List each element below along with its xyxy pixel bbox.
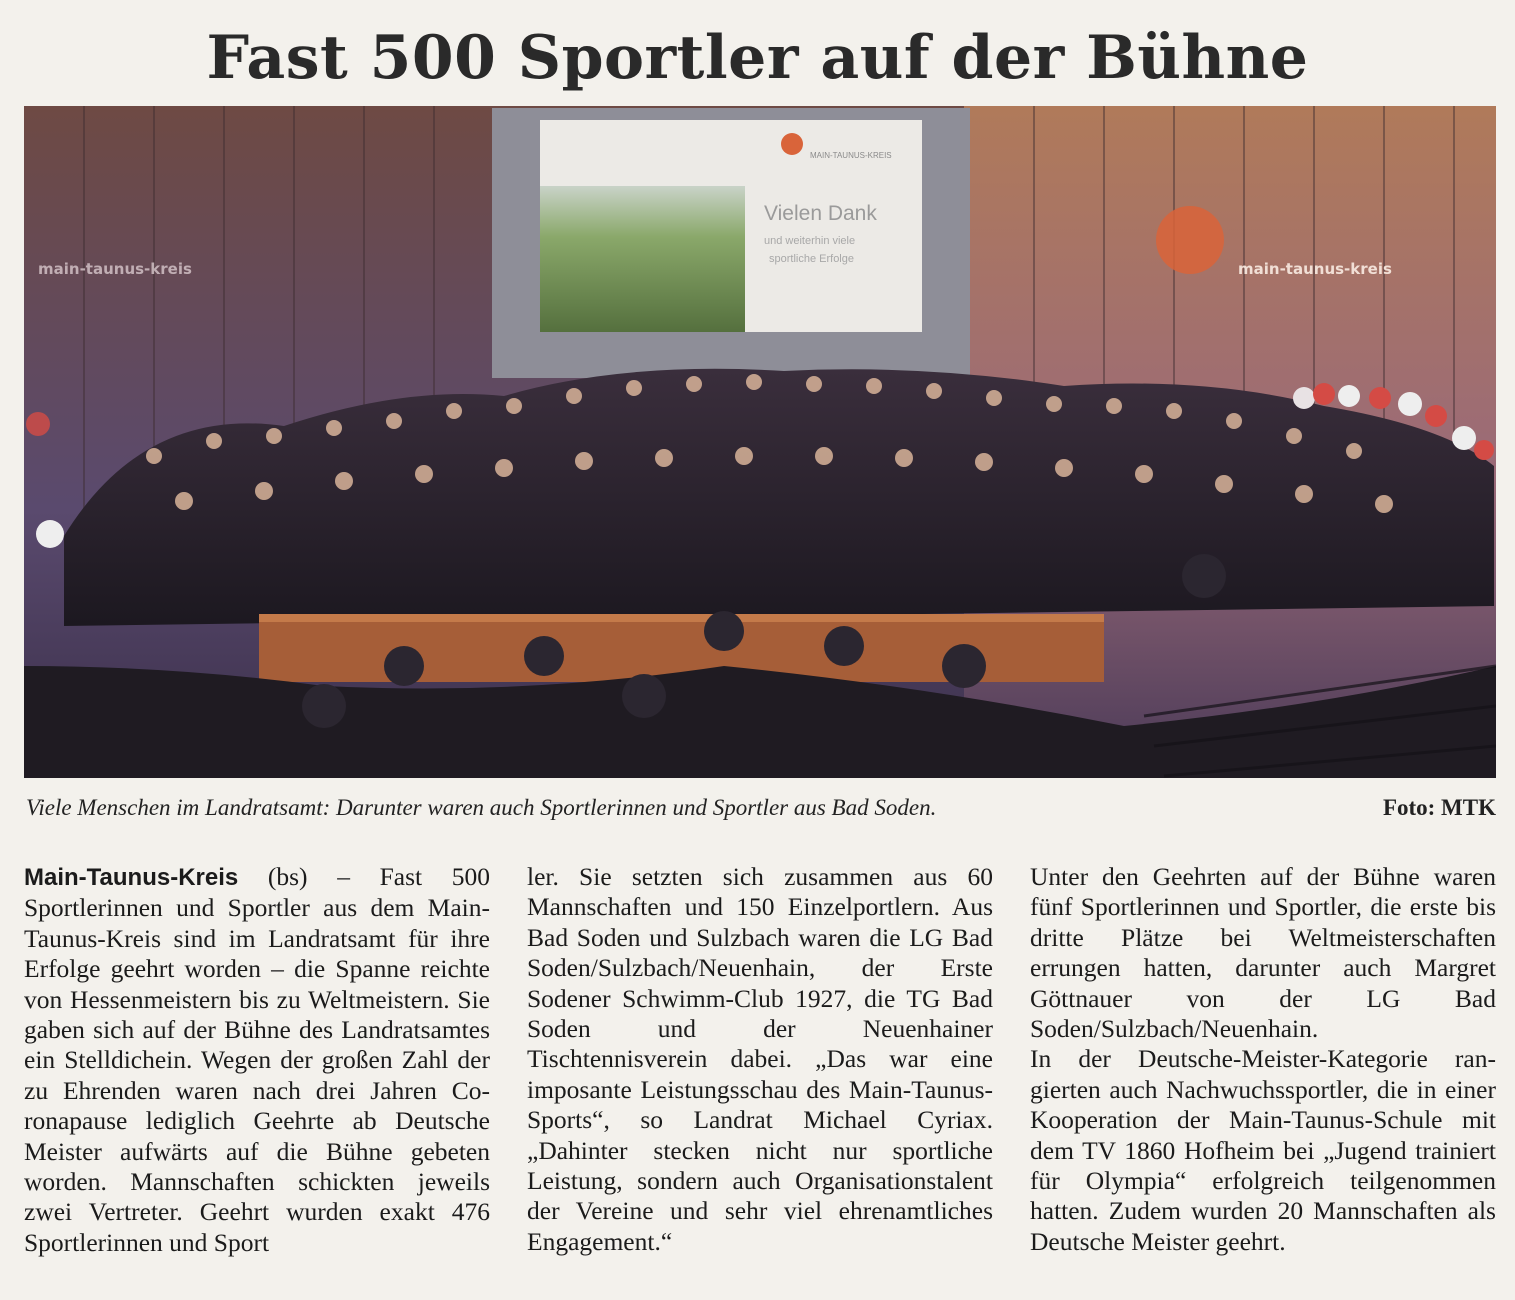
photo-caption: Viele Menschen im Landratsamt: Darunter waren auch Sportlerinnen und Sportler aus Bad Soden. — [26, 795, 937, 820]
article-column-3 — [1030, 862, 1496, 1257]
svg-text:main-taunus-kreis: main-taunus-kreis — [1238, 260, 1392, 278]
caption-row — [24, 795, 1496, 829]
col2-text: ler. Sie setzten sich zusammen aus 60 Mannschaften und 150 Einzelportlern. Aus Bad Soden und Sulzbach waren die LG Bad Soden/Sulzbach/Neuenhain, der Erste Sodener Schwimm-Club 1927, die TG Bad Soden und der Neuenhainer Tischtennisverein dabei. „Das war eine imposante Leistungsschau des Main-Taunus-Sports“, so Landrat Michael Cyriax. „Dahinter stecken nicht nur sportliche Leistung, sondern auch Organisationstalent der Vereine und sehr viel ehrenamtliches Engagement.“ — [527, 862, 993, 1256]
paragraph-1 — [24, 862, 490, 1258]
headline: Fast 500 Sportler auf der Bühne — [206, 23, 1309, 93]
col3-paragraph-1: Unter den Geehrten auf der Bühne waren fünf Sportlerinnen und Sportler, die erste bis dritte Plätze bei Weltmeisterschaften errungen hatten, darunter auch Margret Göttnauer von der LG Bad Soden/Sulzbach/Neuenhain. — [1030, 862, 1496, 1044]
col3-paragraph-2: In der Deutsche-Meister-Kategorie rangierten auch Nachwuchssportler, die in einer Kooperation der Main-Taunus-Schule mit dem TV 1860 Hofheim bei „Jugend trainiert für Olympia“ erfolgreich teilgenommen hatten. Zudem wurden 20 Mannschaften als Deutsche Meister geehrt. — [1030, 1044, 1496, 1256]
article-column-1 — [24, 862, 490, 1258]
svg-text:sportliche Erfolge: sportliche Erfolge — [769, 253, 854, 265]
svg-text:main-taunus-kreis: main-taunus-kreis — [38, 260, 192, 278]
col1-text: (bs) – Fast 500 Sportlerinnen und Sportler aus dem Main-Taunus-Kreis sind im Landratsamt für ihre Erfolge geehrt worden – die Spanne reichte von Hessenmeistern bis zu Weltmeistern. Sie gaben sich auf der Bühne des Landratsamtes ein Stelldichein. Wegen der großen Zahl der zu Ehrenden waren nach drei Jahren Coronapause lediglich Geehrte ab Deutsche Meister aufwärts auf die Bühne gebeten worden. Mannschaften schickten jeweils zwei Vertreter. Geehrt wurden exakt 476 Sportlerinnen und Sport — [24, 862, 490, 1257]
svg-text:MAIN-TAUNUS-KREIS: MAIN-TAUNUS-KREIS — [810, 151, 892, 160]
screen-logo-icon — [781, 133, 803, 155]
wall-logo-icon — [1156, 206, 1224, 274]
article-photo — [24, 106, 1496, 778]
article-column-2 — [527, 862, 993, 1257]
photo-credit: Foto: MTK — [1382, 795, 1496, 820]
svg-text:und weiterhin viele: und weiterhin viele — [764, 235, 856, 247]
photo-scene — [24, 106, 1496, 778]
dateline: Main-Taunus-Kreis — [24, 864, 239, 891]
svg-text:Vielen Dank: Vielen Dank — [764, 202, 877, 225]
